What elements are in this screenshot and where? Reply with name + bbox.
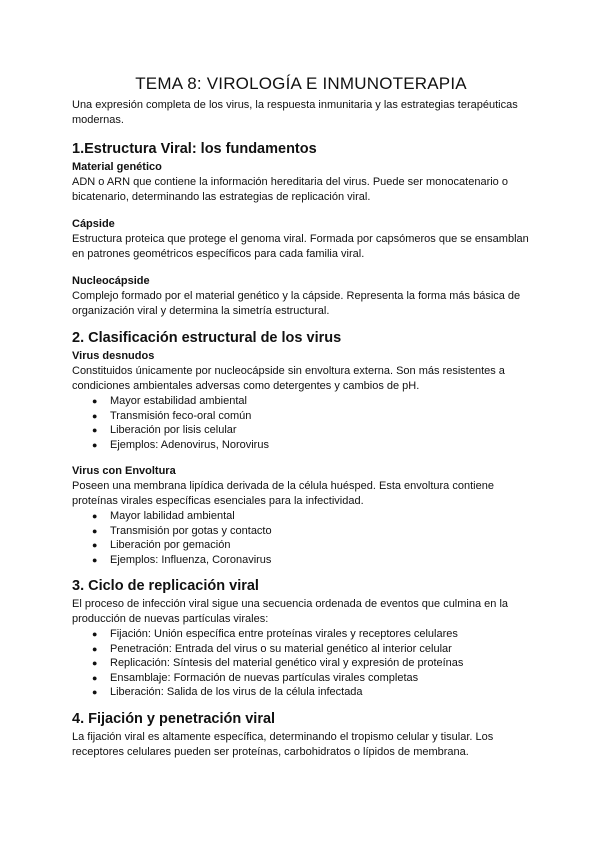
section-heading: 1.Estructura Viral: los fundamentos [72,141,317,157]
paragraph: Constituidos únicamente por nucleocápside sin envoltura externa. Son más resistentes a condiciones ambientales adversas como detergentes y cambios de pH. [72,365,505,392]
section-heading: 3. Ciclo de replicación viral [72,578,259,594]
document-title: TEMA 8: VIROLOGÍA E INMUNOTERAPIA [135,74,467,93]
section-heading: 4. Fijación y penetración viral [72,710,276,727]
subsection-nucleocapside [72,274,530,319]
bullet-list [72,627,530,700]
list-item: ● Transmisión feco-oral común [92,409,252,422]
subsection-heading: Virus con Envoltura [72,465,176,477]
bullet-icon: ● [92,511,98,521]
list-item: ● Liberación: Salida de los virus de la célula infectada [92,686,363,698]
bullet-icon: ● [92,525,98,536]
paragraph: Estructura proteica que protege el genoma viral. Formada por capsómeros que se ensamblan en patrones geométricos específicos para cada familia viral. [72,233,529,260]
paragraph: Complejo formado por el material genético y la cápside. Representa la forma más básica de organización viral y determina la simetría estructural. [72,290,521,317]
list-item: ● Fijación: Unión específica entre proteínas virales y receptores celulares [92,628,458,640]
list-item: ● Liberación por lisis celular [92,424,237,436]
bullet-icon: ● [92,410,98,421]
paragraph: El proceso de infección viral sigue una secuencia ordenada de eventos que culmina en la producción de nuevas partículas virales: [72,598,509,625]
subsection-material-genetico [72,160,530,205]
bullet-icon: ● [92,439,98,450]
list-item: ● Mayor estabilidad ambiental [92,395,247,407]
bullet-icon: ● [92,425,98,435]
bullet-icon: ● [92,672,98,683]
list-item: ● Ejemplos: Adenovirus, Norovirus [92,438,269,451]
bullet-list [72,509,530,567]
section-clasificacion [72,329,530,567]
list-item: ● Penetración: Entrada del virus o su material genético al interior celular [92,642,452,655]
bullet-list [72,394,530,452]
paragraph: La fijación viral es altamente específica, determinando el tropismo celular y tisular. Los receptores celulares pueden ser proteínas, carbohidratos o lípidos de membrana. [72,730,494,758]
subsection-heading: Nucleocápside [72,275,150,287]
subsection-virus-desnudos [72,349,530,452]
subsection-heading: Material genético [72,161,162,173]
subsection-virus-envoltura [72,464,530,567]
section-estructura-viral [72,140,530,319]
bullet-icon: ● [92,629,98,639]
paragraph: Poseen una membrana lipídica derivada de la célula huésped. Esta envoltura contiene proteínas virales específicas esenciales para la infectividad. [72,480,494,507]
list-item: ● Replicación: Síntesis del material genético viral y expresión de proteínas [92,657,464,669]
bullet-icon: ● [92,658,98,668]
list-item: ● Ensamblaje: Formación de nuevas partículas virales completas [92,671,419,684]
bullet-icon: ● [92,396,98,406]
bullet-icon: ● [92,540,98,550]
list-item: ● Liberación por gemación [92,539,231,551]
section-ciclo-replicacion [72,577,530,700]
list-item: ● Transmisión por gotas y contacto [92,524,272,537]
bullet-icon: ● [92,687,98,697]
list-item: ● Ejemplos: Influenza, Coronavirus [92,553,272,566]
bullet-icon: ● [92,643,98,654]
document-intro: Una expresión completa de los virus, la respuesta inmunitaria y las estrategias terapéuticas modernas. [72,99,518,126]
section-heading: 2. Clasificación estructural de los virus [72,330,342,346]
subsection-heading: Virus desnudos [72,350,155,362]
bullet-icon: ● [92,554,98,565]
section-fijacion-penetracion [72,710,530,760]
paragraph: ADN o ARN que contiene la información hereditaria del virus. Puede ser monocatenario o bicatenario, determinando las estrategias de replicación viral. [72,176,508,203]
subsection-heading: Cápside [72,218,115,230]
list-item: ● Mayor labilidad ambiental [92,510,235,522]
subsection-capside [72,217,530,262]
